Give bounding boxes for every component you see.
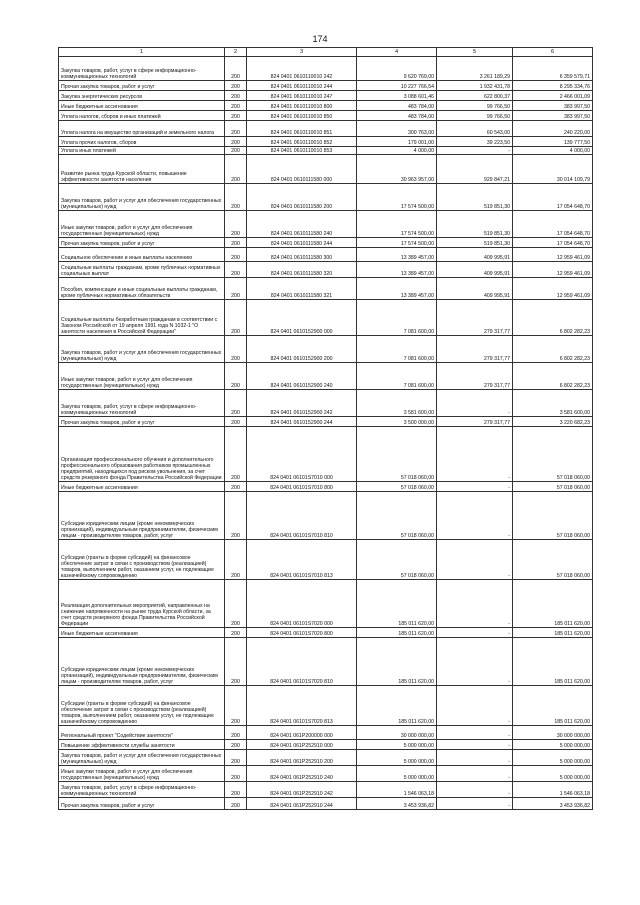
row-code: 200 xyxy=(225,580,247,628)
row-value-col6: 57 018 060,00 xyxy=(513,492,593,540)
header-col-4: 4 xyxy=(357,48,437,57)
row-value-col6: 3 453 936,82 xyxy=(513,798,593,810)
row-description: Субсидии юридическим лицам (кроме некоммерческих организаций), индивидуальным предпринимателям, физическим лицам - производителям товаров, работ, услуг xyxy=(59,492,225,540)
table-row xyxy=(59,427,593,482)
row-code: 200 xyxy=(225,540,247,580)
row-value-col4: 30 963 957,00 xyxy=(357,155,437,184)
table-row xyxy=(59,628,593,638)
row-value-col6: 57 018 060,00 xyxy=(513,482,593,492)
row-value-col6: 57 018 060,00 xyxy=(513,540,593,580)
row-description: Реализация дополнительных мероприятий, направленных на снижение напряженности на рынке труда Курской области, за счет средств резервного фонда Правительства Российской Федерации xyxy=(59,580,225,628)
row-classification: 824 0401 06101S7020 810 xyxy=(247,638,357,686)
row-value-col6: 6 802 282,23 xyxy=(513,300,593,336)
row-value-col6: 6 359 579,71 xyxy=(513,57,593,81)
row-classification: 824 0401 061P252910 000 xyxy=(247,740,357,750)
row-value-col4: 4 000,00 xyxy=(357,147,437,155)
row-value-col5: - xyxy=(437,782,513,798)
row-description: Иные закупки товаров, работ и услуг для обеспечения государственных (муниципальных) нужд xyxy=(59,211,225,238)
row-code: 200 xyxy=(225,155,247,184)
row-description: Пособия, компенсации и иные социальные выплаты гражданам, кроме публичных нормативных обязательств xyxy=(59,278,225,300)
row-value-col6: 185 011 620,00 xyxy=(513,638,593,686)
row-classification: 824 0401 06101S7020 813 xyxy=(247,686,357,726)
row-value-col5: 409 995,91 xyxy=(437,262,513,278)
row-value-col5: - xyxy=(437,390,513,417)
row-value-col6: 2 466 001,09 xyxy=(513,91,593,101)
row-code: 200 xyxy=(225,638,247,686)
row-classification: 824 0401 061P252910 240 xyxy=(247,766,357,782)
table-row xyxy=(59,750,593,766)
row-classification: 824 0401 061P252910 242 xyxy=(247,782,357,798)
row-value-col4: 57 018 060,00 xyxy=(357,482,437,492)
row-value-col6: 185 011 620,00 xyxy=(513,628,593,638)
table-row xyxy=(59,363,593,390)
row-value-col4: 17 574 500,00 xyxy=(357,238,437,248)
row-classification: 824 0401 0610111580 320 xyxy=(247,262,357,278)
row-classification: 824 0401 0610110010 242 xyxy=(247,57,357,81)
row-code: 200 xyxy=(225,363,247,390)
row-code: 200 xyxy=(225,417,247,427)
row-classification: 824 0401 0610110010 853 xyxy=(247,147,357,155)
row-description: Иные бюджетные ассигнования xyxy=(59,628,225,638)
row-value-col6: 6 802 282,23 xyxy=(513,336,593,363)
table-row xyxy=(59,262,593,278)
row-code: 200 xyxy=(225,740,247,750)
row-value-col5: - xyxy=(437,147,513,155)
row-classification: 824 0401 0610110010 244 xyxy=(247,81,357,91)
row-value-col5: - xyxy=(437,798,513,810)
table-row xyxy=(59,336,593,363)
table-row xyxy=(59,57,593,81)
row-code: 200 xyxy=(225,482,247,492)
row-value-col5: - xyxy=(437,726,513,740)
row-description: Развитие рынка труда Курской области, повышение эффективности занятости населения xyxy=(59,155,225,184)
row-description: Социальное обеспечение и иные выплаты населению xyxy=(59,248,225,262)
row-code: 200 xyxy=(225,782,247,798)
row-classification: 824 0401 0610110010 850 xyxy=(247,111,357,121)
page-number: 174 xyxy=(312,34,328,44)
row-value-col6: 12 959 461,09 xyxy=(513,278,593,300)
row-value-col5: 519 851,30 xyxy=(437,211,513,238)
row-description: Закупка товаров, работ, услуг в сфере информационно-коммуникационных технологий xyxy=(59,782,225,798)
header-col-6: 6 xyxy=(513,48,593,57)
row-classification: 824 0401 061P200000 000 xyxy=(247,726,357,740)
row-classification: 824 0401 06101S7010 810 xyxy=(247,492,357,540)
row-description: Прочая закупка товаров, работ и услуг xyxy=(59,417,225,427)
row-code: 200 xyxy=(225,427,247,482)
row-value-col6: 8 295 334,76 xyxy=(513,81,593,91)
row-description: Прочая закупка товаров, работ и услуг xyxy=(59,81,225,91)
row-description: Прочая закупка товаров, работ и услуг xyxy=(59,238,225,248)
row-value-col6: 12 959 461,09 xyxy=(513,262,593,278)
row-value-col5: 39 223,50 xyxy=(437,137,513,147)
row-value-col4: 185 011 620,00 xyxy=(357,580,437,628)
row-code: 200 xyxy=(225,278,247,300)
table-row xyxy=(59,81,593,91)
table-row xyxy=(59,238,593,248)
row-value-col6: 139 777,50 xyxy=(513,137,593,147)
row-description: Закупка товаров, работ и услуг для обеспечения государственных (муниципальных) нужд xyxy=(59,184,225,211)
row-value-col4: 1 546 063,18 xyxy=(357,782,437,798)
row-value-col5: 622 800,37 xyxy=(437,91,513,101)
row-classification: 824 0401 0610152900 242 xyxy=(247,390,357,417)
row-classification: 824 0401 061P252910 200 xyxy=(247,750,357,766)
row-value-col5: - xyxy=(437,740,513,750)
row-classification: 824 0401 0610152900 200 xyxy=(247,336,357,363)
table-row xyxy=(59,726,593,740)
row-description: Закупка товаров, работ, услуг в сфере информационно-коммуникационных технологий xyxy=(59,390,225,417)
header-col-3: 3 xyxy=(247,48,357,57)
row-value-col6: 12 959 461,09 xyxy=(513,248,593,262)
table-row xyxy=(59,147,593,155)
row-classification: 824 0401 0610152900 240 xyxy=(247,363,357,390)
row-value-col6: 3 581 600,00 xyxy=(513,390,593,417)
row-value-col5: 3 261 189,29 xyxy=(437,57,513,81)
row-description: Субсидии (гранты в форме субсидий) на финансовое обеспечение затрат в связи с производством (реализацией) товаров, выполнением работ, оказанием услуг, не подлежащие казначейскому сопровождению xyxy=(59,540,225,580)
row-value-col4: 13 389 457,00 xyxy=(357,248,437,262)
row-value-col5: 279 317,77 xyxy=(437,363,513,390)
row-value-col4: 7 081 600,00 xyxy=(357,363,437,390)
row-value-col5: 519 851,30 xyxy=(437,184,513,211)
row-value-col5: 99 766,50 xyxy=(437,111,513,121)
table-row xyxy=(59,211,593,238)
row-description: Прочая закупка товаров, работ и услуг xyxy=(59,798,225,810)
row-code: 200 xyxy=(225,750,247,766)
row-description: Иные закупки товаров, работ и услуг для обеспечения государственных (муниципальных) нужд xyxy=(59,363,225,390)
row-value-col5: - xyxy=(437,638,513,686)
table-row xyxy=(59,798,593,810)
row-description: Организация профессионального обучения и дополнительного профессионального образования работников промышленных предприятий, находящихся под риском увольнения, за счет средств резервного фонда Правительства Российской Федерации xyxy=(59,427,225,482)
row-value-col6: 6 802 282,23 xyxy=(513,363,593,390)
row-code: 200 xyxy=(225,184,247,211)
row-value-col5: 1 932 431,78 xyxy=(437,81,513,91)
table-row xyxy=(59,417,593,427)
row-value-col6: 185 011 620,00 xyxy=(513,686,593,726)
row-code: 200 xyxy=(225,628,247,638)
table-row xyxy=(59,540,593,580)
row-value-col6: 30 000 000,00 xyxy=(513,726,593,740)
row-classification: 824 0401 0610111580 200 xyxy=(247,184,357,211)
row-description: Субсидии юридическим лицам (кроме некоммерческих организаций), индивидуальным предпринимателям, физическим лицам - производителям товаров, работ, услуг xyxy=(59,638,225,686)
row-value-col4: 5 000 000,00 xyxy=(357,750,437,766)
row-value-col4: 300 763,00 xyxy=(357,121,437,137)
row-classification: 824 0401 0610110010 851 xyxy=(247,121,357,137)
row-classification: 824 0401 0610110010 247 xyxy=(247,91,357,101)
row-code: 200 xyxy=(225,766,247,782)
table-row xyxy=(59,121,593,137)
row-value-col4: 7 081 600,00 xyxy=(357,336,437,363)
row-value-col4: 57 018 060,00 xyxy=(357,540,437,580)
table-row xyxy=(59,300,593,336)
row-value-col4: 185 011 620,00 xyxy=(357,628,437,638)
row-code: 200 xyxy=(225,238,247,248)
row-value-col4: 10 227 766,54 xyxy=(357,81,437,91)
row-value-col5: - xyxy=(437,540,513,580)
row-code: 200 xyxy=(225,91,247,101)
table-row xyxy=(59,686,593,726)
row-code: 200 xyxy=(225,121,247,137)
table-row xyxy=(59,638,593,686)
row-code: 200 xyxy=(225,686,247,726)
row-value-col6: 57 018 060,00 xyxy=(513,427,593,482)
row-description: Закупка товаров, работ, услуг в сфере информационно-коммуникационных технологий xyxy=(59,57,225,81)
row-value-col6: 17 054 648,70 xyxy=(513,184,593,211)
row-value-col4: 185 011 620,00 xyxy=(357,638,437,686)
row-classification: 824 0401 0610110010 852 xyxy=(247,137,357,147)
row-code: 200 xyxy=(225,390,247,417)
row-value-col5: - xyxy=(437,427,513,482)
row-value-col4: 57 018 060,00 xyxy=(357,492,437,540)
row-value-col5: - xyxy=(437,750,513,766)
row-description: Региональный проект "Содействие занятости" xyxy=(59,726,225,740)
row-description: Закупка энергетических ресурсов xyxy=(59,91,225,101)
row-description: Уплата прочих налогов, сборов xyxy=(59,137,225,147)
row-value-col6: 5 000 000,00 xyxy=(513,750,593,766)
row-value-col4: 5 000 000,00 xyxy=(357,740,437,750)
row-value-col4: 13 389 457,00 xyxy=(357,262,437,278)
table-row xyxy=(59,184,593,211)
row-code: 200 xyxy=(225,262,247,278)
row-description: Социальные выплаты гражданам, кроме публичных нормативных социальных выплат xyxy=(59,262,225,278)
table-row xyxy=(59,766,593,782)
row-value-col4: 9 620 769,00 xyxy=(357,57,437,81)
row-value-col5: - xyxy=(437,482,513,492)
row-value-col4: 7 081 600,00 xyxy=(357,300,437,336)
row-value-col5: 279 317,77 xyxy=(437,336,513,363)
row-description: Уплата иных платежей xyxy=(59,147,225,155)
row-code: 200 xyxy=(225,57,247,81)
row-code: 200 xyxy=(225,81,247,91)
row-classification: 824 0401 06101S7020 800 xyxy=(247,628,357,638)
row-classification: 824 0401 0610111580 240 xyxy=(247,211,357,238)
row-value-col5: 279 317,77 xyxy=(437,417,513,427)
row-value-col6: 17 054 648,70 xyxy=(513,211,593,238)
row-value-col4: 483 784,00 xyxy=(357,111,437,121)
row-value-col4: 185 011 620,00 xyxy=(357,686,437,726)
row-code: 200 xyxy=(225,336,247,363)
row-value-col5: 929 847,21 xyxy=(437,155,513,184)
table-row xyxy=(59,111,593,121)
row-code: 200 xyxy=(225,798,247,810)
row-value-col5: - xyxy=(437,766,513,782)
row-code: 200 xyxy=(225,492,247,540)
row-code: 200 xyxy=(225,300,247,336)
table-row xyxy=(59,248,593,262)
table-row xyxy=(59,137,593,147)
row-classification: 824 0401 06101S7010 813 xyxy=(247,540,357,580)
row-classification: 824 0401 0610111580 300 xyxy=(247,248,357,262)
row-value-col6: 383 997,50 xyxy=(513,101,593,111)
row-code: 200 xyxy=(225,111,247,121)
row-value-col6: 185 011 620,00 xyxy=(513,580,593,628)
row-code: 200 xyxy=(225,726,247,740)
row-value-col4: 13 389 457,00 xyxy=(357,278,437,300)
row-value-col5: 409 995,91 xyxy=(437,278,513,300)
table-row xyxy=(59,278,593,300)
row-value-col5: 519 851,30 xyxy=(437,238,513,248)
row-value-col4: 30 000 000,00 xyxy=(357,726,437,740)
row-description: Социальные выплаты безработным гражданам в соответствии с Законом Российской от 19 апреля 1991 года N 1032-1 "О занятости населения в Российской Федерации" xyxy=(59,300,225,336)
row-classification: 824 0401 0610152900 244 xyxy=(247,417,357,427)
row-value-col5: 409 995,91 xyxy=(437,248,513,262)
row-value-col4: 3 088 601,46 xyxy=(357,91,437,101)
table-row xyxy=(59,155,593,184)
row-value-col5: - xyxy=(437,628,513,638)
row-code: 200 xyxy=(225,101,247,111)
header-col-2: 2 xyxy=(225,48,247,57)
row-value-col4: 17 574 500,00 xyxy=(357,211,437,238)
row-value-col4: 483 784,00 xyxy=(357,101,437,111)
row-code: 200 xyxy=(225,137,247,147)
row-description: Иные бюджетные ассигнования xyxy=(59,101,225,111)
row-classification: 824 0401 0610110010 800 xyxy=(247,101,357,111)
row-value-col5: 60 543,00 xyxy=(437,121,513,137)
table-row xyxy=(59,390,593,417)
row-value-col6: 5 000 000,00 xyxy=(513,766,593,782)
row-description: Иные бюджетные ассигнования xyxy=(59,482,225,492)
table-body xyxy=(59,57,593,810)
row-description: Закупка товаров, работ и услуг для обеспечения государственных (муниципальных) нужд xyxy=(59,336,225,363)
row-description: Уплата налогов, сборов и иных платежей xyxy=(59,111,225,121)
table-row xyxy=(59,492,593,540)
row-value-col6: 383 997,50 xyxy=(513,111,593,121)
table-row xyxy=(59,101,593,111)
table-row xyxy=(59,782,593,798)
row-value-col5: - xyxy=(437,492,513,540)
row-value-col5: 99 766,50 xyxy=(437,101,513,111)
row-code: 200 xyxy=(225,147,247,155)
row-description: Повышение эффективности службы занятости xyxy=(59,740,225,750)
row-classification: 824 0401 0610111580 000 xyxy=(247,155,357,184)
table-row xyxy=(59,482,593,492)
row-value-col4: 17 574 500,00 xyxy=(357,184,437,211)
table-row xyxy=(59,740,593,750)
table-row xyxy=(59,91,593,101)
row-classification: 824 0401 0610111580 244 xyxy=(247,238,357,248)
row-description: Закупка товаров, работ и услуг для обеспечения государственных (муниципальных) нужд xyxy=(59,750,225,766)
row-value-col5: - xyxy=(437,686,513,726)
row-value-col6: 30 014 109,79 xyxy=(513,155,593,184)
row-description: Иные закупки товаров, работ и услуг для обеспечения государственных (муниципальных) нужд xyxy=(59,766,225,782)
table-row xyxy=(59,580,593,628)
row-value-col6: 1 546 063,18 xyxy=(513,782,593,798)
row-description: Субсидии (гранты в форме субсидий) на финансовое обеспечение затрат в связи с производством (реализацией) товаров, выполнением работ, оказанием услуг, не подлежащие казначейскому сопровождению xyxy=(59,686,225,726)
row-value-col6: 240 220,00 xyxy=(513,121,593,137)
row-classification: 824 0401 06101S7020 000 xyxy=(247,580,357,628)
row-classification: 824 0401 06101S7010 000 xyxy=(247,427,357,482)
row-description: Уплата налога на имущество организаций и земельного налога xyxy=(59,121,225,137)
row-classification: 824 0401 0610152900 000 xyxy=(247,300,357,336)
header-col-1: 1 xyxy=(59,48,225,57)
row-value-col6: 4 000,00 xyxy=(513,147,593,155)
row-value-col5: 279 317,77 xyxy=(437,300,513,336)
row-classification: 824 0401 06101S7010 800 xyxy=(247,482,357,492)
row-value-col4: 3 500 000,00 xyxy=(357,417,437,427)
row-value-col6: 3 220 682,23 xyxy=(513,417,593,427)
row-value-col4: 3 581 600,00 xyxy=(357,390,437,417)
budget-table xyxy=(58,47,593,810)
row-value-col4: 3 453 936,82 xyxy=(357,798,437,810)
row-value-col4: 5 000 000,00 xyxy=(357,766,437,782)
row-value-col4: 57 018 060,00 xyxy=(357,427,437,482)
row-value-col6: 17 054 648,70 xyxy=(513,238,593,248)
table-header-row xyxy=(59,48,593,57)
row-value-col4: 179 001,00 xyxy=(357,137,437,147)
row-classification: 824 0401 061P252910 244 xyxy=(247,798,357,810)
row-value-col6: 5 000 000,00 xyxy=(513,740,593,750)
row-code: 200 xyxy=(225,211,247,238)
row-value-col5: - xyxy=(437,580,513,628)
row-code: 200 xyxy=(225,248,247,262)
header-col-5: 5 xyxy=(437,48,513,57)
row-classification: 824 0401 0610111580 321 xyxy=(247,278,357,300)
